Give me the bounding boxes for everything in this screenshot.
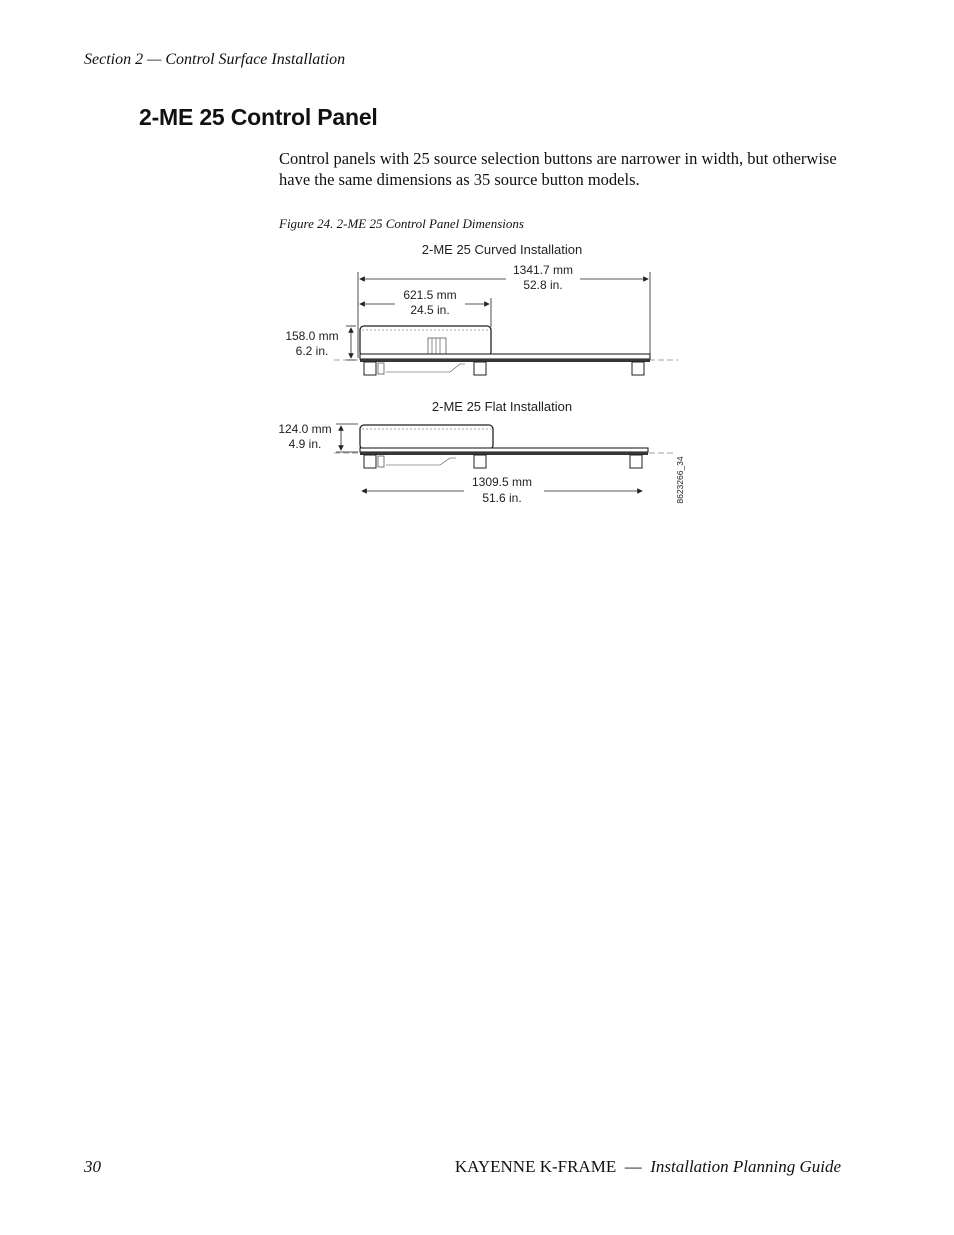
flat-panel-drawing: [334, 425, 676, 468]
curved-panel-width-in: 24.5 in.: [410, 303, 450, 317]
drawing-id: 8623266_34: [675, 456, 685, 504]
footer-separator: —: [624, 1157, 642, 1176]
flat-width-in: 51.6 in.: [482, 491, 522, 505]
flat-height-in: 4.9 in.: [288, 437, 322, 451]
curved-title: 2-ME 25 Curved Installation: [421, 242, 583, 257]
curved-total-width-mm: 1341.7 mm: [512, 263, 574, 277]
curved-height-mm: 158.0 mm: [285, 329, 339, 343]
figure-caption: Figure 24. 2-ME 25 Control Panel Dimensions: [279, 216, 524, 231]
footer-doc-title: [455, 1157, 841, 1177]
flat-width-mm: 1309.5 mm: [471, 475, 533, 489]
running-header: Section 2 — Control Surface Installation: [84, 51, 346, 68]
flat-height-mm: 124.0 mm: [278, 422, 332, 436]
footer-product: KAYENNE K-FRAME: [454, 1157, 617, 1176]
footer-guide: Installation Planning Guide: [650, 1157, 841, 1176]
dimension-figure: [260, 232, 700, 522]
body-paragraph: Control panels with 25 source selection buttons are narrower in width, but otherwise have the same dimensions as 35 source button models.: [279, 149, 837, 189]
page-number: 30: [84, 1157, 101, 1176]
curved-height-in: 6.2 in.: [295, 344, 329, 358]
dimension-drawing: [260, 232, 700, 522]
curved-panel-width-mm: 621.5 mm: [403, 288, 457, 302]
page-title: 2-ME 25 Control Panel: [139, 104, 378, 130]
curved-total-width-in: 52.8 in.: [523, 278, 563, 292]
curved-panel-drawing: [334, 326, 678, 375]
flat-title: 2-ME 25 Flat Installation: [431, 399, 573, 414]
